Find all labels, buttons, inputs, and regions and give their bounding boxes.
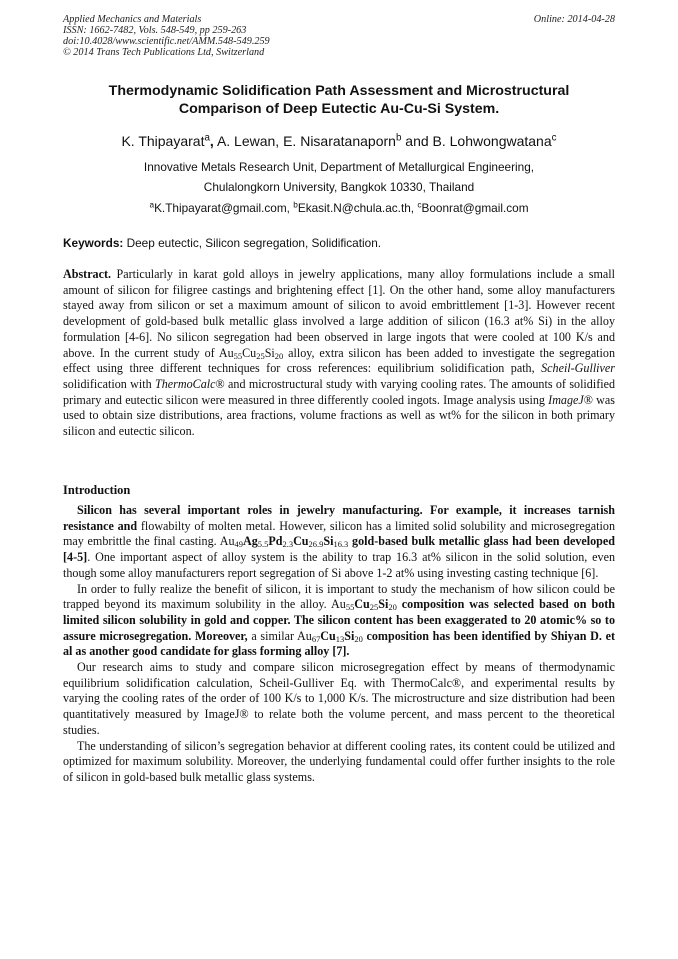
intro-paragraph-3: Our research aims to study and compare silicon microsegregation effect by means of thermodynamic equilibrium solidification calculation, Scheil-Gulliver Eq. with ThermoCalc®, and experimental results by varying the cooling rates of the order of 100 K/s to 1,000 K/s. The microstructure and size distribution had been quantitatively measured by ImageJ® to relate both the volume percent, and mass percent to the theoretical studies. — [63, 660, 615, 737]
email-b-sup: b — [293, 200, 298, 210]
abstract-text-5: ® was used to obtain size distributions, area fractions, volume fractions as well as wt% for the silicon in both primary silicon and eutectic silicon. — [63, 392, 615, 439]
intro-paragraph-1 — [63, 503, 615, 582]
intro-p2-bold: composition was selected based on both limited silicon solubility in gold and copper. The silicon content has been exaggerated to 20 atomic% so to assure microsegregation. Moreover, — [63, 597, 615, 643]
paper-title — [60, 82, 618, 118]
alloy-cu: Cu — [242, 345, 257, 360]
alloy-si-sub: 20 — [274, 350, 284, 361]
f-au-sub: 49 — [234, 539, 243, 550]
journal-copyright: © 2014 Trans Tech Publications Ltd, Switzerland — [63, 47, 265, 58]
title-line-2: Comparison of Deep Eutectic Au-Cu-Si System. — [178, 101, 500, 117]
journal-name: Applied Mechanics and Materials — [63, 14, 202, 25]
g-si: Si — [378, 597, 389, 612]
keywords — [63, 236, 381, 250]
f-cu: Cu — [293, 534, 309, 549]
intro-paragraph-2 — [63, 582, 615, 661]
email-b: Ekasit.N@chula.ac.th, — [297, 201, 415, 215]
abstract — [63, 267, 615, 440]
title-line-1: Thermodynamic Solidification Path Assessment and Microstructural — [108, 83, 570, 99]
abstract-paragraph — [63, 267, 615, 440]
journal-doi: doi:10.4028/www.scientific.net/AMM.548-549.259 — [63, 36, 270, 47]
intro-paragraph-4: The understanding of silicon’s segregation behavior at different cooling rates, its content could be utilized and optimized for maximum solubility. Moreover, the underlying fundamental could offer further insights to the role of silicon in gold-based bulk metallic glass systems. — [63, 738, 615, 784]
intro-p1-text-2: . One important aspect of alloy system is the ability to trap 16.3 at% silicon in the solid solution, even though some alloy manufacturers report segregation of Si above 1-2 at% using investing casting technique [6]. — [63, 550, 615, 580]
section-heading-introduction: Introduction — [63, 483, 131, 497]
f-si: Si — [323, 534, 334, 549]
scheil-term: Scheil-Gulliver — [541, 361, 615, 376]
intro-p2-bold-2: composition has been identified by Shiyan D. et al as another good candidate for glass forming alloy [7]. — [63, 628, 616, 659]
author-1-sup: a — [204, 132, 210, 144]
imagej-term: ImageJ — [548, 392, 584, 407]
alloy-cu-sub: 25 — [256, 350, 265, 361]
intro-p1-bold-2: gold-based bulk metallic glass had been developed [4-5] — [63, 534, 616, 565]
h-cu-sub: 13 — [335, 633, 345, 644]
f-cu-sub: 26.9 — [308, 539, 324, 550]
h-si: Si — [344, 628, 355, 643]
affiliation-line-2: Chulalongkorn University, Bangkok 10330, Thailand — [203, 180, 475, 194]
f-ag: Ag — [242, 534, 258, 549]
f-pd-sub: 2.3 — [282, 539, 294, 550]
alloy-au-sub: 55 — [233, 350, 243, 361]
g-au: Au — [331, 597, 346, 612]
journal-issn: ISSN: 1662-7482, Vols. 548-549, pp 259-263 — [63, 25, 247, 36]
abstract-label: Abstract. — [63, 267, 112, 281]
online-date: Online: 2014-04-28 — [533, 14, 615, 25]
alloy-au: Au — [218, 345, 234, 360]
g-au-sub: 55 — [345, 602, 355, 613]
intro-p1-text: flowabilty of molten metal. However, silicon has a limited solid solubility and microsegregation may embrittle the final casting. — [63, 518, 615, 549]
intro-p1-bold: Silicon has several important roles in jewelry manufacturing. For example, it increases tarnish resistance and — [63, 503, 615, 533]
affiliation-emails — [40, 201, 638, 216]
email-c-sup: c — [417, 200, 422, 210]
intro-p2-text-2: a similar — [247, 628, 298, 643]
author-3: B. Lohwongwatana — [432, 133, 552, 149]
intro-p2-text: In order to fully realize the benefit of silicon, it is important to study the mechanism of how silicon could be trapped beyond its maximum solubility in the alloy. — [63, 581, 615, 612]
journal-header — [63, 14, 270, 58]
abstract-text-3: solidification with — [63, 376, 156, 391]
author-and: and — [405, 133, 429, 149]
thermocalc-term: ThermoCalc — [155, 376, 216, 391]
f-ag-sub: 5.5 — [257, 539, 269, 550]
introduction — [63, 503, 615, 786]
f-si-sub: 16.3 — [333, 539, 349, 550]
g-si-sub: 20 — [388, 602, 397, 613]
affiliation-line-1: Innovative Metals Research Unit, Department of Metallurgical Engineering, — [143, 160, 535, 174]
email-c: Boonrat@gmail.com — [421, 201, 529, 215]
f-pd: Pd — [268, 534, 283, 549]
email-a: K.Thipayarat@gmail.com, — [154, 201, 290, 215]
h-si-sub: 20 — [354, 633, 363, 644]
author-2: A. Lewan, E. Nisaratanaporn — [216, 133, 396, 149]
abstract-text-4: ® and microstructural study with varying cooling rates. The amounts of solidified primary and eutectic silicon were measured in three differently cooled ingots. Image analysis using — [63, 376, 615, 407]
abstract-text-1: Particularly in karat gold alloys in jewelry applications, many alloy formulations include a small amount of silicon for filigree castings and brightening effect [1]. On the other hand, some alloy manufacturers stayed away from silicon or set a maximum amount of silicon to avoid embrittlement [1-3]. However recent development of gold-based bulk metallic glass involved a large addition of silicon (16.3 at% Si) in the alloy formulation [4-6]. No silicon segregation had been observed in large ingots that were cooled at 100 K/s and above. In the current study of — [63, 267, 615, 360]
author-list: K. Thipayarat$^a$, A. Lewan, E. Nisaratanaporn$^b$ and B. Lohwongwatana$^c$ — [121, 132, 557, 149]
g-cu: Cu — [354, 597, 370, 612]
h-au: Au — [297, 628, 312, 643]
h-cu: Cu — [320, 628, 336, 643]
author-3-sup: c — [551, 132, 557, 144]
author-1: K. Thipayarat — [121, 133, 205, 149]
keywords-label: Keywords: — [63, 236, 124, 250]
f-au: Au — [219, 534, 235, 549]
email-a-sup: a — [149, 200, 155, 210]
g-cu-sub: 25 — [369, 602, 379, 613]
keywords-text: Deep eutectic, Silicon segregation, Solidification. — [126, 236, 382, 250]
h-au-sub: 67 — [311, 633, 321, 644]
author-2-sup: b — [395, 132, 402, 144]
alloy-si: Si — [264, 345, 275, 360]
abstract-text-2: alloy, extra silicon has been added to investigate the segregation effect using three different techniques for cross references: equilibrium solidification path, — [63, 345, 615, 376]
